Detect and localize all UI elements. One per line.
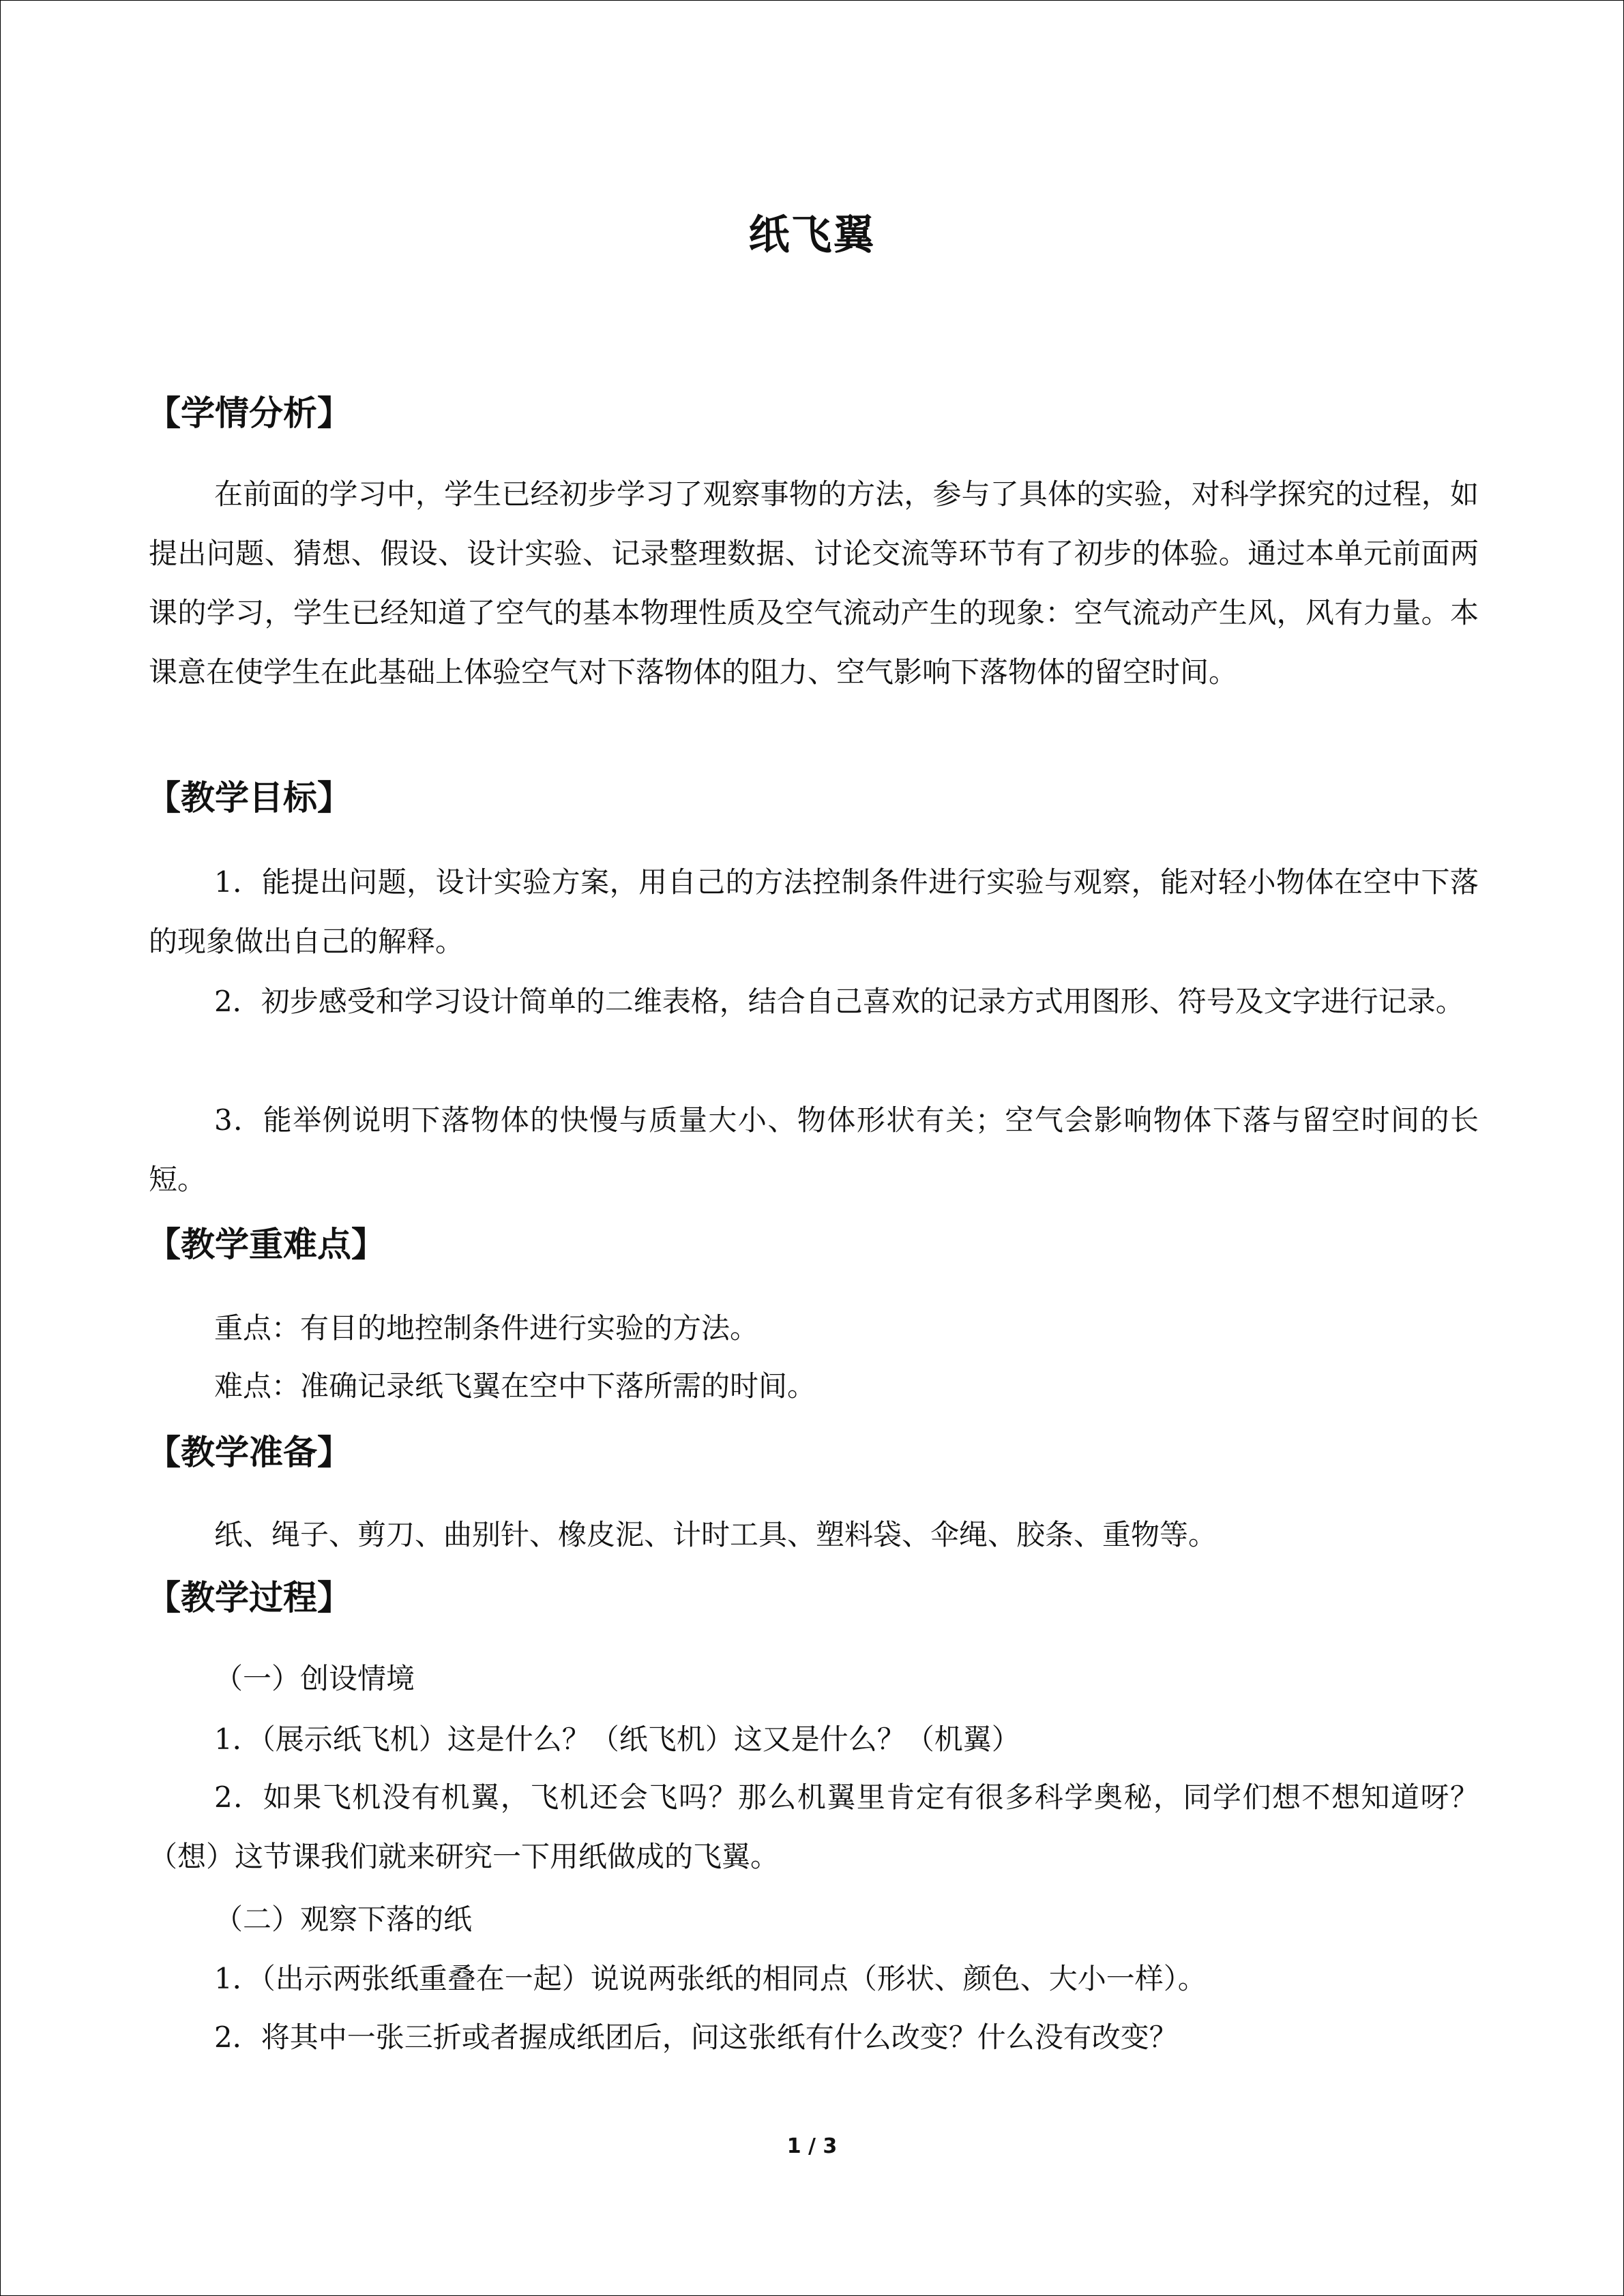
process-part1-item2: 2．如果飞机没有机翼，飞机还会飞吗？那么机翼里肯定有很多科学奥秘，同学们想不想知道呀？（想）这节课我们就来研究一下用纸做成的飞翼。 (149, 1780, 1479, 1873)
page-number: 1 / 3 (786, 2134, 838, 2158)
document-title: 纸飞翼 (748, 211, 876, 259)
goal-item-1: 1．能提出问题，设计实验方案，用自己的方法控制条件进行实验与观察，能对轻小物体在空中下落的现象做出自己的解释。 (149, 865, 1479, 958)
heading-goals: 【教学目标】 (147, 778, 351, 818)
key-point-difficulty: 难点：准确记录纸飞翼在空中下落所需的时间。 (214, 1369, 816, 1403)
heading-preparation: 【教学准备】 (147, 1433, 351, 1472)
analysis-paragraph: 在前面的学习中，学生已经初步学习了观察事物的方法，参与了具体的实验，对科学探究的过程，如提出问题、猜想、假设、设计实验、记录整理数据、讨论交流等环节有了初步的体验。通过本单元前面两课的学习，学生已经知道了空气的基本物理性质及空气流动产生的现象：空气流动产生风，风有力量。本课意在使学生在此基础上体验空气对下落物体的阻力、空气影响下落物体的留空时间。 (149, 477, 1479, 689)
key-point-focus: 重点：有目的地控制条件进行实验的方法。 (214, 1311, 759, 1345)
heading-process: 【教学过程】 (147, 1578, 351, 1617)
process-part1-title: （一）创设情境 (214, 1662, 415, 1695)
heading-analysis: 【学情分析】 (147, 393, 351, 433)
preparation-list: 纸、绳子、剪刀、曲别针、橡皮泥、计时工具、塑料袋、伞绳、胶条、重物等。 (214, 1518, 1217, 1551)
process-part2-item2: 2．将其中一张三折或者握成纸团后，问这张纸有什么改变？什么没有改变？ (214, 2021, 1178, 2054)
process-part2-item1: 1．（出示两张纸重叠在一起）说说两张纸的相同点（形状、颜色、大小一样）。 (214, 1962, 1207, 1995)
process-part2-title: （二）观察下落的纸 (214, 1903, 473, 1936)
goal-item-3: 3．能举例说明下落物体的快慢与质量大小、物体形状有关；空气会影响物体下落与留空时间的长短。 (149, 1103, 1479, 1196)
goal-item-2: 2．初步感受和学习设计简单的二维表格，结合自己喜欢的记录方式用图形、符号及文字进行记录。 (214, 985, 1464, 1018)
heading-key-points: 【教学重难点】 (147, 1225, 385, 1264)
process-part1-item1: 1．（展示纸飞机）这是什么？（纸飞机）这又是什么？（机翼） (214, 1723, 1020, 1756)
